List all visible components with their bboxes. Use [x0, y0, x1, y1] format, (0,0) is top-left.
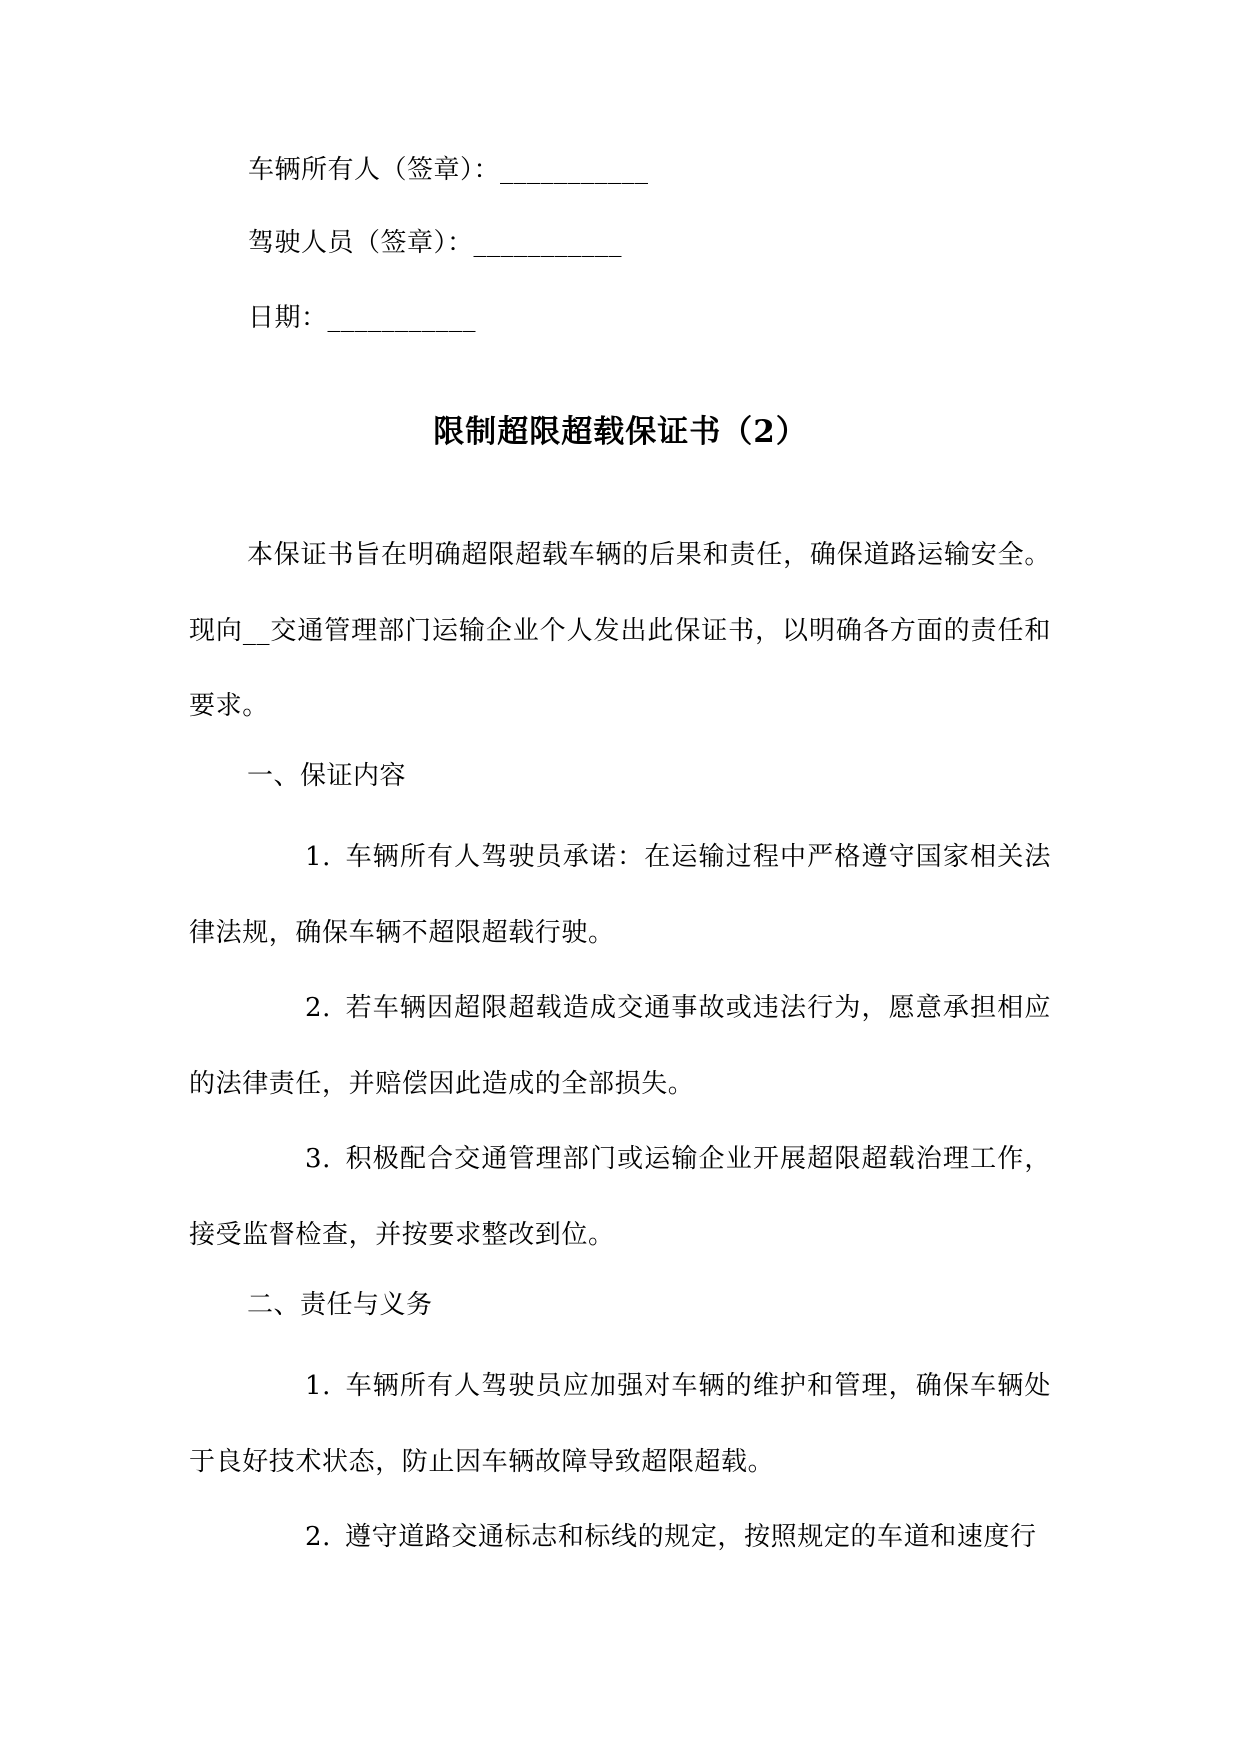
- item-number: 1.: [305, 842, 332, 872]
- item-text: 积极配合交通管理部门或运输企业开展超限超载治理工作，接受监督检查，并按要求整改到位。: [189, 1144, 1051, 1250]
- date-line: 日期：___________: [248, 303, 477, 333]
- section1-item-2: [189, 971, 1051, 1122]
- document-title: 限制超限超载保证书（2）: [433, 414, 808, 450]
- section1-heading: 一、保证内容: [247, 761, 407, 791]
- section2-item-1: [189, 1349, 1051, 1500]
- item-number: 2.: [305, 993, 332, 1023]
- section1-item-3: [189, 1122, 1051, 1273]
- driver-signature-line: 驾驶人员（签章）：___________: [248, 228, 623, 258]
- section2-item-2: [189, 1500, 1051, 1576]
- item-text: 若车辆因超限超载造成交通事故或违法行为，愿意承担相应的法律责任，并赔偿因此造成的全部损失。: [189, 993, 1051, 1099]
- item-text: 车辆所有人驾驶员承诺：在运输过程中严格遵守国家相关法律法规，确保车辆不超限超载行驶。: [189, 842, 1051, 948]
- item-number: 2.: [305, 1522, 332, 1552]
- section2-heading: 二、责任与义务: [247, 1290, 433, 1320]
- item-text: 车辆所有人驾驶员应加强对车辆的维护和管理，确保车辆处于良好技术状态，防止因车辆故障导致超限超载。: [189, 1371, 1051, 1477]
- section1-item-1: [189, 820, 1051, 971]
- owner-signature-line: 车辆所有人（签章）：___________: [248, 155, 649, 185]
- item-number: 3.: [305, 1144, 332, 1174]
- item-text: 遵守道路交通标志和标线的规定，按照规定的车道和速度行: [345, 1522, 1037, 1552]
- item-number: 1.: [305, 1371, 332, 1401]
- intro-paragraph: 本保证书旨在明确超限超载车辆的后果和责任，确保道路运输安全。现向__交通管理部门运输企业个人发出此保证书，以明确各方面的责任和要求。: [189, 540, 1051, 721]
